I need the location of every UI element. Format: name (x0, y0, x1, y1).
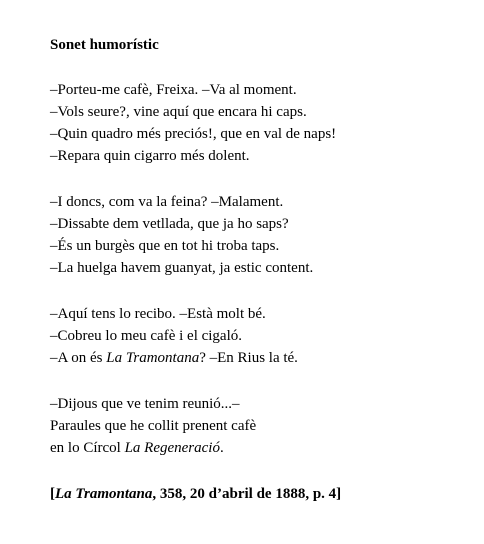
verse-line: –I doncs, com va la feina? –Malament. (50, 194, 284, 210)
citation-bracket: [ (50, 486, 55, 502)
verse-line: –Dissabte dem vetllada, que ja ho saps? (50, 216, 289, 232)
citation-newspaper: La Tramontana (55, 486, 153, 502)
verse-line (50, 437, 470, 459)
verse-line: –Porteu-me cafè, Freixa. –Va al moment. (50, 82, 297, 98)
document-page (50, 35, 470, 505)
stanza-4 (50, 393, 470, 459)
stanza-2 (50, 191, 470, 279)
verse-text: en lo Círcol (50, 440, 125, 456)
verse-line: –La huelga havem guanyat, ja estic content. (50, 260, 314, 276)
verse-line: –És un burgès que en tot hi troba taps. (50, 238, 280, 254)
source-citation (50, 483, 470, 505)
verse-line: –Dijous que ve tenim reunió...– (50, 396, 240, 412)
verse-line: –Quin quadro més preciós!, que en val de naps! (50, 126, 337, 142)
verse-line: Paraules que he collit prenent cafè (50, 418, 257, 434)
verse-line (50, 347, 470, 369)
poem-title: Sonet humorístic (50, 37, 159, 53)
newspaper-title: La Tramontana (106, 350, 200, 366)
verse-text: . (219, 440, 224, 456)
verse-line: –Vols seure?, vine aquí que encara hi caps. (50, 104, 307, 120)
verse-line: –Aquí tens lo recibo. –Està molt bé. (50, 306, 266, 322)
verse-text: ? –En Rius la té. (199, 350, 298, 366)
stanza-3 (50, 303, 470, 369)
club-name: La Regeneració (124, 440, 220, 456)
verse-line: –Cobreu lo meu cafè i el cigaló. (50, 328, 243, 344)
citation-details: , 358, 20 d’abril de 1888, p. 4] (152, 486, 342, 502)
stanza-1 (50, 79, 470, 167)
verse-line: –Repara quin cigarro més dolent. (50, 148, 250, 164)
verse-text: –A on és (50, 350, 107, 366)
